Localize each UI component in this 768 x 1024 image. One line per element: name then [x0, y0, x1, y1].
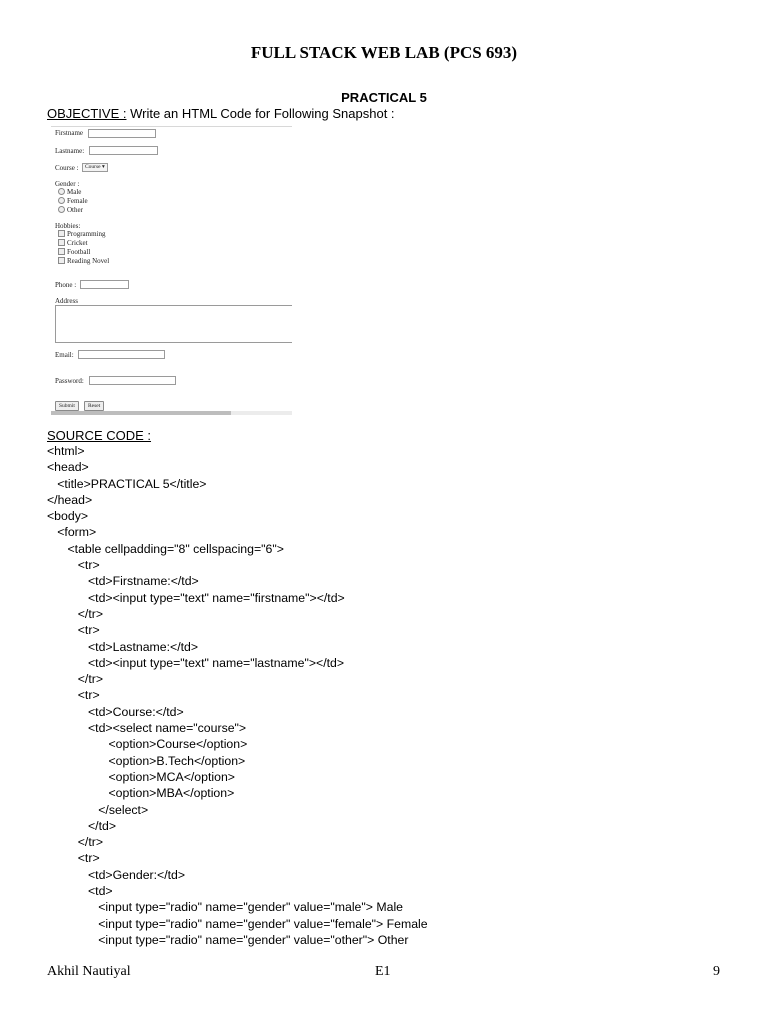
snapshot-reset-button: Reset — [84, 401, 104, 411]
snapshot-phone-label: Phone : — [55, 281, 77, 289]
snapshot-password-label: Password: — [55, 377, 84, 385]
practical-heading: PRACTICAL 5 — [341, 90, 427, 105]
snapshot-hobbies-label: Hobbies: — [55, 222, 81, 230]
snapshot-address-textarea — [55, 305, 292, 343]
objective-text: Write an HTML Code for Following Snapshot : — [126, 106, 395, 121]
snapshot-top-border — [51, 126, 292, 127]
snapshot-hobby-option: Programming — [67, 230, 106, 238]
snapshot-checkbox-icon — [58, 239, 65, 246]
snapshot-gender-option: Female — [67, 197, 88, 205]
snapshot-checkbox-icon — [58, 257, 65, 264]
snapshot-radio-icon — [58, 188, 65, 195]
snapshot-gender-option: Male — [67, 188, 82, 196]
snapshot-submit-button: Submit — [55, 401, 79, 411]
snapshot-hobby-option: Reading Novel — [67, 257, 110, 265]
objective-line — [47, 106, 395, 121]
snapshot-email-label: Email: — [55, 351, 74, 359]
snapshot-hobby-option: Cricket — [67, 239, 88, 247]
snapshot-checkbox-icon — [58, 230, 65, 237]
footer-section: E1 — [375, 964, 391, 979]
source-code-block: <html> <head> <title>PRACTICAL 5</title> </head> <body> <form> <table cellpadding="8" cellspacing="6"> <tr> <td>Firstname:</td> <td><input type="text" name="firstname"></td> </tr> <tr> <td>Lastname:</td> <td><input type="text" name="lastname"></td> </tr> <tr> <td>Course:</td> <td><select name="course"> <option>Course</option> <option>B.Tech</option> <option>MCA</option> <option>MBA</option> </select> </td> </tr> <tr> <td>Gender:</td> <td> <input type="radio" name="gender" value="male"> Male <input type="radio" name="gender" value="female"> Female <input type="radio" name="gender" value="other"> Other — [47, 444, 428, 947]
snapshot-gender-label: Gender : — [55, 180, 80, 188]
snapshot-address-label: Address — [55, 297, 78, 305]
snapshot-phone-input — [80, 280, 129, 289]
snapshot-gender-option: Other — [67, 206, 83, 214]
snapshot-course-select: Course ▾ — [82, 163, 108, 172]
snapshot-course-label: Course : — [55, 164, 79, 172]
snapshot-firstname-input — [88, 129, 156, 138]
footer-author: Akhil Nautiyal — [47, 964, 131, 979]
snapshot-password-input — [89, 376, 176, 385]
snapshot-email-input — [78, 350, 165, 359]
snapshot-radio-icon — [58, 197, 65, 204]
snapshot-hobby-option: Football — [67, 248, 91, 256]
footer-page-number: 9 — [713, 964, 720, 979]
snapshot-lastname-input — [89, 146, 158, 155]
form-snapshot-image — [47, 124, 292, 416]
snapshot-firstname-label: Firstname — [55, 129, 83, 137]
snapshot-checkbox-icon — [58, 248, 65, 255]
page-header-title: FULL STACK WEB LAB (PCS 693) — [250, 43, 518, 62]
objective-label: OBJECTIVE : — [47, 106, 127, 121]
source-code-heading: SOURCE CODE : — [47, 428, 152, 443]
snapshot-scrollbar-thumb — [51, 411, 231, 415]
snapshot-lastname-label: Lastname: — [55, 147, 85, 155]
snapshot-radio-icon — [58, 206, 65, 213]
